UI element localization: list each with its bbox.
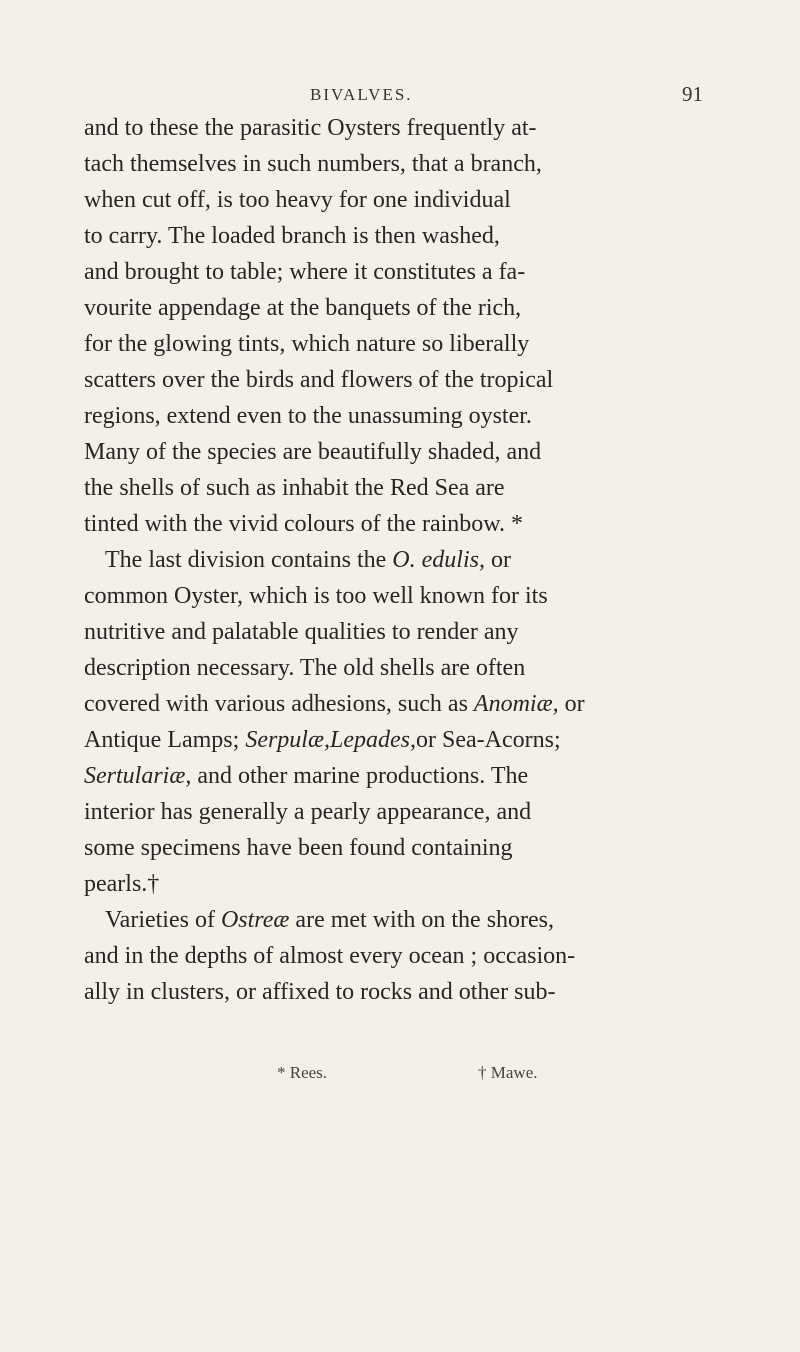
species-name: Anomiæ, [473, 691, 559, 717]
text-line: description necessary. The old shells are often [84, 655, 526, 681]
text-run: The last division contains the [105, 547, 393, 573]
species-name: Ostreæ [220, 907, 290, 933]
text-run: Antique Lamps; [84, 727, 246, 753]
text-run: or Sea-Acorns; [415, 727, 561, 753]
text-run: Varieties of [105, 907, 221, 933]
text-run: are met with on the shores, [289, 907, 555, 933]
text-line [84, 758, 528, 794]
text-line: and to these the parasitic Oysters frequently at- [84, 115, 537, 141]
text-line: and in the depths of almost every ocean ; occasion- [84, 943, 576, 969]
text-line [105, 542, 511, 578]
text-line [105, 902, 554, 938]
footnote-rees: * Rees. [277, 1063, 328, 1082]
text-line: vourite appendage at the banquets of the rich, [84, 295, 522, 321]
text-line: common Oyster, which is too well known for its [84, 583, 548, 609]
species-name: Serpulæ,Lepades, [245, 727, 416, 753]
text-line: when cut off, is too heavy for one individual [84, 187, 511, 213]
footnotes [0, 1063, 800, 1093]
text-line: scatters over the birds and flowers of the tropical [84, 367, 554, 393]
text-line: for the glowing tints, which nature so liberally [84, 331, 530, 357]
text-line: Many of the species are beautifully shaded, and [84, 439, 542, 465]
text-line [84, 686, 585, 722]
text-line: pearls.† [84, 871, 160, 897]
text-line: to carry. The loaded branch is then washed, [84, 223, 500, 249]
text-line: nutritive and palatable qualities to render any [84, 619, 519, 645]
text-line: regions, extend even to the unassuming oyster. [84, 403, 532, 429]
text-line: interior has generally a pearly appearance, and [84, 799, 532, 825]
text-line: tinted with the vivid colours of the rainbow. * [84, 511, 524, 537]
text-line: ally in clusters, or affixed to rocks and other sub- [84, 979, 556, 1005]
species-name: Sertulariæ, [84, 763, 192, 789]
running-title: BIVALVES. [310, 85, 413, 104]
text-run: or [484, 547, 511, 573]
text-line: the shells of such as inhabit the Red Sea are [84, 475, 505, 501]
species-name: O. edulis, [392, 547, 485, 573]
text-run: and other marine productions. The [191, 763, 529, 789]
text-run: or [558, 691, 585, 717]
text-line: tach themselves in such numbers, that a branch, [84, 151, 542, 177]
text-line: and brought to table; where it constitutes a fa- [84, 259, 526, 285]
page-number: 91 [682, 82, 703, 106]
text-run: covered with various adhesions, such as [84, 691, 474, 717]
text-line [84, 722, 561, 758]
footnote-mawe: † Mawe. [478, 1063, 538, 1082]
text-line: some specimens have been found containing [84, 835, 513, 861]
